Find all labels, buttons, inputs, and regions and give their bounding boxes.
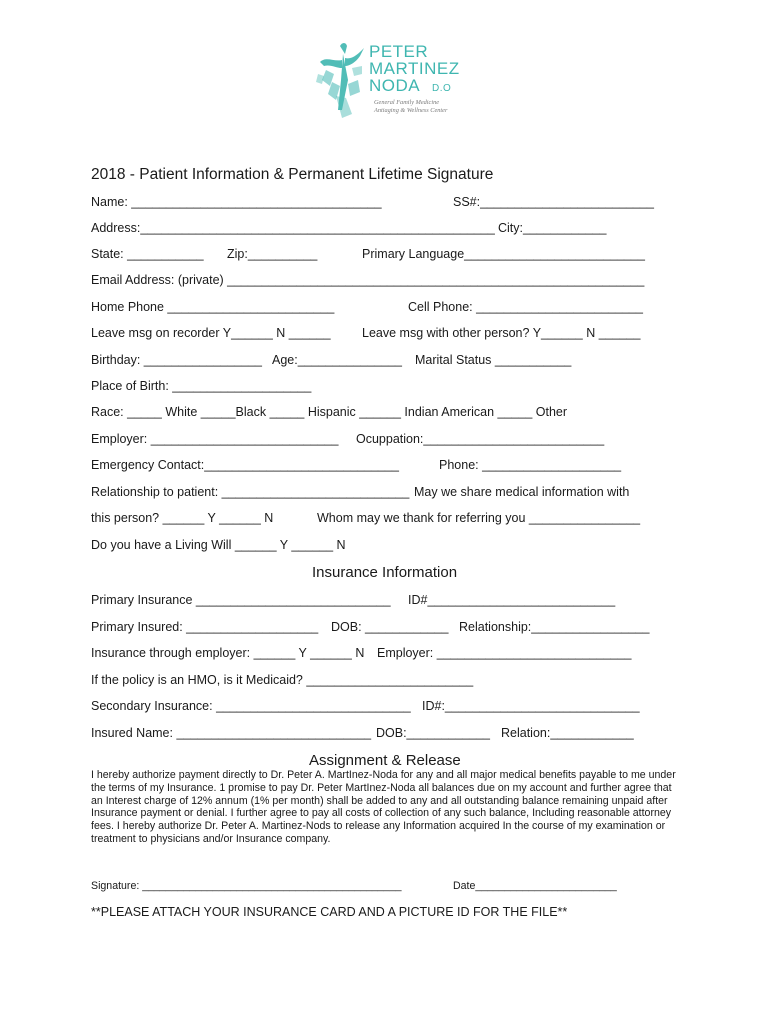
release-paragraph: I hereby authorize payment directly to Dr. Peter A. MartInez-Noda for any and all major medical benefits payable to me under the terms of my Insurance. 1 promise to pay Dr. Peter MartInez-Noda all balances due on my account and further agree that an Interest charge of 12% annum (1% per month) shall be added to any and all outstanding balance remaining unpaid after Insurance payment or denial. I further agree to pay all costs of collection of any such balance, Including reasonable attorney fees. I hereby authorize Dr. Peter A. Martinez-Nods to release any Information acquired In the course of my examination or treatment to physicians and/or Insurance company.: [91, 769, 676, 845]
home-phone-field[interactable]: Home Phone ________________________: [91, 300, 335, 314]
employer-field[interactable]: Employer: ___________________________: [91, 432, 339, 446]
insurance-employer-field[interactable]: Employer: ____________________________: [377, 646, 632, 660]
primary-language-field[interactable]: Primary Language__________________________: [362, 247, 645, 261]
marital-status-field[interactable]: Marital Status ___________: [415, 353, 572, 367]
insurance-heading: Insurance Information: [312, 564, 458, 581]
release-heading: Assignment & Release: [309, 752, 461, 769]
primary-insured-field[interactable]: Primary Insured: ___________________: [91, 620, 319, 634]
form-title: 2018 - Patient Information & Permanent Lifetime Signature: [91, 166, 494, 183]
name-field[interactable]: Name: ____________________________________: [91, 195, 382, 209]
birthday-field[interactable]: Birthday: _________________: [91, 353, 262, 367]
secondary-id-field[interactable]: ID#:____________________________: [422, 699, 640, 713]
primary-id-field[interactable]: ID#___________________________: [408, 593, 616, 607]
state-field[interactable]: State: ___________: [91, 247, 204, 261]
leave-msg-other-field[interactable]: Leave msg with other person? Y______ N ______: [362, 326, 641, 340]
age-field[interactable]: Age:_______________: [272, 353, 402, 367]
insured-name-field[interactable]: Insured Name: ____________________________: [91, 726, 372, 740]
share-info-label: May we share medical information with: [414, 485, 630, 499]
referring-field[interactable]: Whom may we thank for referring you ________________: [317, 511, 641, 525]
living-will-field[interactable]: Do you have a Living Will ______ Y ______ N: [91, 538, 346, 552]
insurance-employer-yn-field[interactable]: Insurance through employer: ______ Y ______ N: [91, 646, 365, 660]
occupation-field[interactable]: Ocuppation:__________________________: [356, 432, 605, 446]
primary-relationship-field[interactable]: Relationship:_________________: [459, 620, 650, 634]
emergency-phone-field[interactable]: Phone: ____________________: [439, 458, 622, 472]
attach-notice: **PLEASE ATTACH YOUR INSURANCE CARD AND A PICTURE ID FOR THE FILE**: [91, 905, 568, 919]
place-of-birth-field[interactable]: Place of Birth: ____________________: [91, 379, 312, 393]
emergency-contact-field[interactable]: Emergency Contact:____________________________: [91, 458, 399, 472]
date-field[interactable]: Date________________________: [453, 880, 617, 892]
insured-dob-field[interactable]: DOB:____________: [376, 726, 490, 740]
zip-field[interactable]: Zip:__________: [227, 247, 318, 261]
city-field[interactable]: City:____________: [498, 221, 607, 235]
hmo-medicaid-field[interactable]: If the policy is an HMO, is it Medicaid? ________________________: [91, 673, 474, 687]
logo-line-1: PETER: [369, 42, 429, 61]
race-field[interactable]: Race: _____ White _____Black _____ Hispanic ______ Indian American _____ Other: [91, 405, 568, 419]
primary-dob-field[interactable]: DOB: ____________: [331, 620, 449, 634]
ss-field[interactable]: SS#:_________________________: [453, 195, 654, 209]
email-field[interactable]: Email Address: (private) ____________________________________________________________: [91, 273, 645, 287]
logo-line-3: NODA: [369, 76, 421, 95]
address-field[interactable]: Address:___________________________________________________: [91, 221, 495, 235]
insured-relation-field[interactable]: Relation:____________: [501, 726, 634, 740]
secondary-insurance-field[interactable]: Secondary Insurance: ____________________________: [91, 699, 411, 713]
cell-phone-field[interactable]: Cell Phone: ________________________: [408, 300, 643, 314]
logo-figure-icon: [312, 40, 372, 120]
logo-line-2: MARTINEZ: [369, 59, 460, 78]
leave-msg-recorder-field[interactable]: Leave msg on recorder Y______ N ______: [91, 326, 331, 340]
relationship-field[interactable]: Relationship to patient: ___________________________: [91, 485, 410, 499]
logo-subtitle-1: General Family Medicine: [374, 99, 440, 106]
logo-subtitle-2: Antiaging & Wellness Center: [374, 107, 448, 114]
share-info-yn-field[interactable]: this person? ______ Y ______ N: [91, 511, 274, 525]
primary-insurance-field[interactable]: Primary Insurance ____________________________: [91, 593, 391, 607]
signature-field[interactable]: Signature: ____________________________________________: [91, 880, 402, 892]
logo: [312, 40, 462, 125]
logo-suffix: D.O: [432, 83, 452, 94]
